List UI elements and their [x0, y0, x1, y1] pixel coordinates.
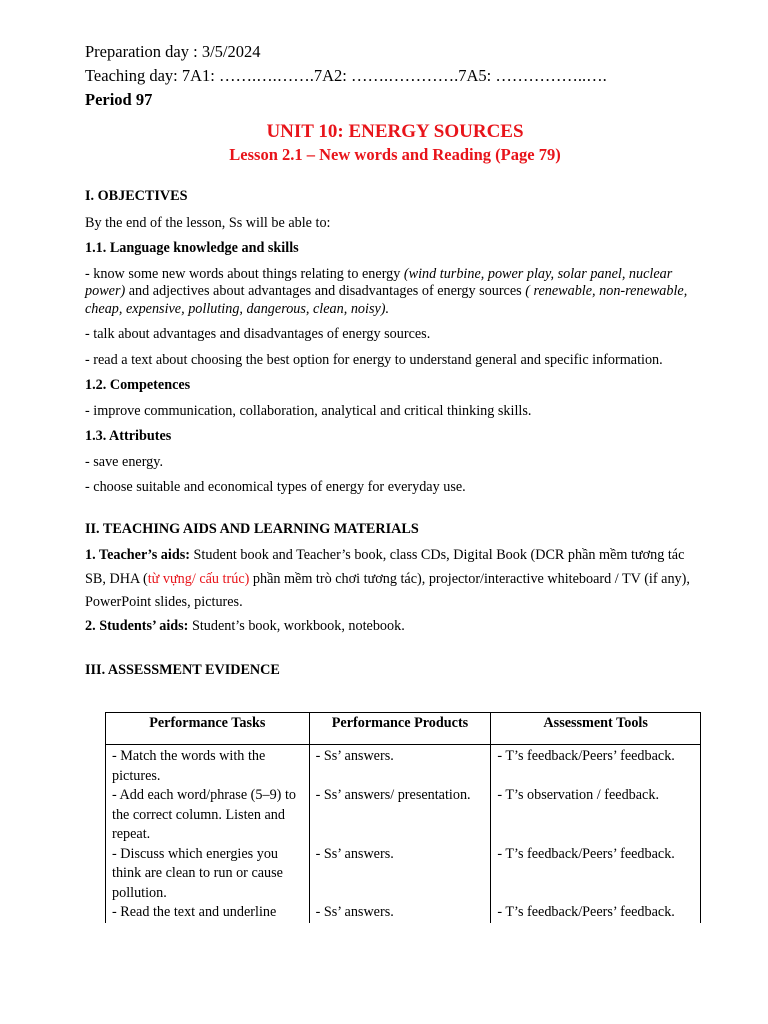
teaching-day: Teaching day: 7A1: …….….…….7A2: …….………….7A5: ……………..….	[85, 66, 607, 85]
table-cell: - Ss’ answers/ presentation.	[309, 786, 491, 845]
attributes-heading: 1.3. Attributes	[85, 428, 172, 444]
table-row	[106, 786, 701, 845]
unit-title: UNIT 10: ENERGY SOURCES	[266, 121, 524, 142]
assessment-table	[105, 712, 701, 923]
language-skills-heading: 1.1. Language knowledge and skills	[85, 240, 299, 256]
column-header: Assessment Tools	[491, 713, 701, 745]
lesson-title: Lesson 2.1 – New words and Reading (Page 79)	[229, 145, 561, 164]
table-cell: - Ss’ answers.	[309, 745, 491, 787]
table-cell: - Add each word/phrase (5–9) to the correct column. Listen and repeat.	[106, 786, 310, 845]
table-cell: - Discuss which energies you think are clean to run or cause pollution.	[106, 845, 310, 904]
teacher-aids: 1. Teacher’s aids: Student book and Teacher’s book, class CDs, Digital Book (DCR phần mềm tương tác SB, DHA (từ vựng/ cấu trúc) phần mềm trò chơi tương tác), projector/interactive whiteboard / TV (if any), PowerPoint slides, pictures.	[85, 547, 690, 610]
table-cell: - T’s observation / feedback.	[491, 786, 701, 845]
table-header-row	[106, 713, 701, 745]
attribute-item-choose: - choose suitable and economical types of energy for everyday use.	[85, 479, 466, 495]
objectives-heading: I. OBJECTIVES	[85, 188, 188, 204]
table-cell: - Ss’ answers.	[309, 903, 491, 923]
document-page	[85, 40, 705, 680]
period-label: Period 97	[85, 90, 153, 109]
attribute-item-save: - save energy.	[85, 453, 163, 470]
table-row	[106, 745, 701, 787]
aids-heading: II. TEACHING AIDS AND LEARNING MATERIALS	[85, 520, 419, 537]
objective-item-read: - read a text about choosing the best option for energy to understand general and specific information.	[85, 351, 663, 368]
preparation-day: Preparation day : 3/5/2024	[85, 42, 261, 61]
objectives-intro: By the end of the lesson, Ss will be able to:	[85, 214, 331, 231]
students-aids: 2. Students’ aids: Student’s book, workbook, notebook.	[85, 617, 405, 634]
competence-item: - improve communication, collaboration, analytical and critical thinking skills.	[85, 402, 532, 419]
table-cell: - T’s feedback/Peers’ feedback.	[491, 903, 701, 923]
table-cell: - Match the words with the pictures.	[106, 745, 310, 787]
table-cell: - Ss’ answers.	[309, 845, 491, 904]
assessment-heading: III. ASSESSMENT EVIDENCE	[85, 662, 280, 678]
column-header: Performance Tasks	[106, 713, 310, 745]
table-cell: - T’s feedback/Peers’ feedback.	[491, 745, 701, 787]
objective-item-talk: - talk about advantages and disadvantages of energy sources.	[85, 326, 431, 342]
table-cell: - T’s feedback/Peers’ feedback.	[491, 845, 701, 904]
objective-item-words: - know some new words about things relating to energy (wind turbine, power play, solar panel, nuclear power) and adjectives about advantages and disadvantages of energy sources ( renewable, non-renewable, cheap, expensive, polluting, dangerous, clean, noisy).	[85, 265, 688, 317]
competences-heading: 1.2. Competences	[85, 377, 191, 393]
table-row	[106, 845, 701, 904]
table-cell: - Read the text and underline	[106, 903, 310, 923]
column-header: Performance Products	[309, 713, 491, 745]
table-row	[106, 903, 701, 923]
